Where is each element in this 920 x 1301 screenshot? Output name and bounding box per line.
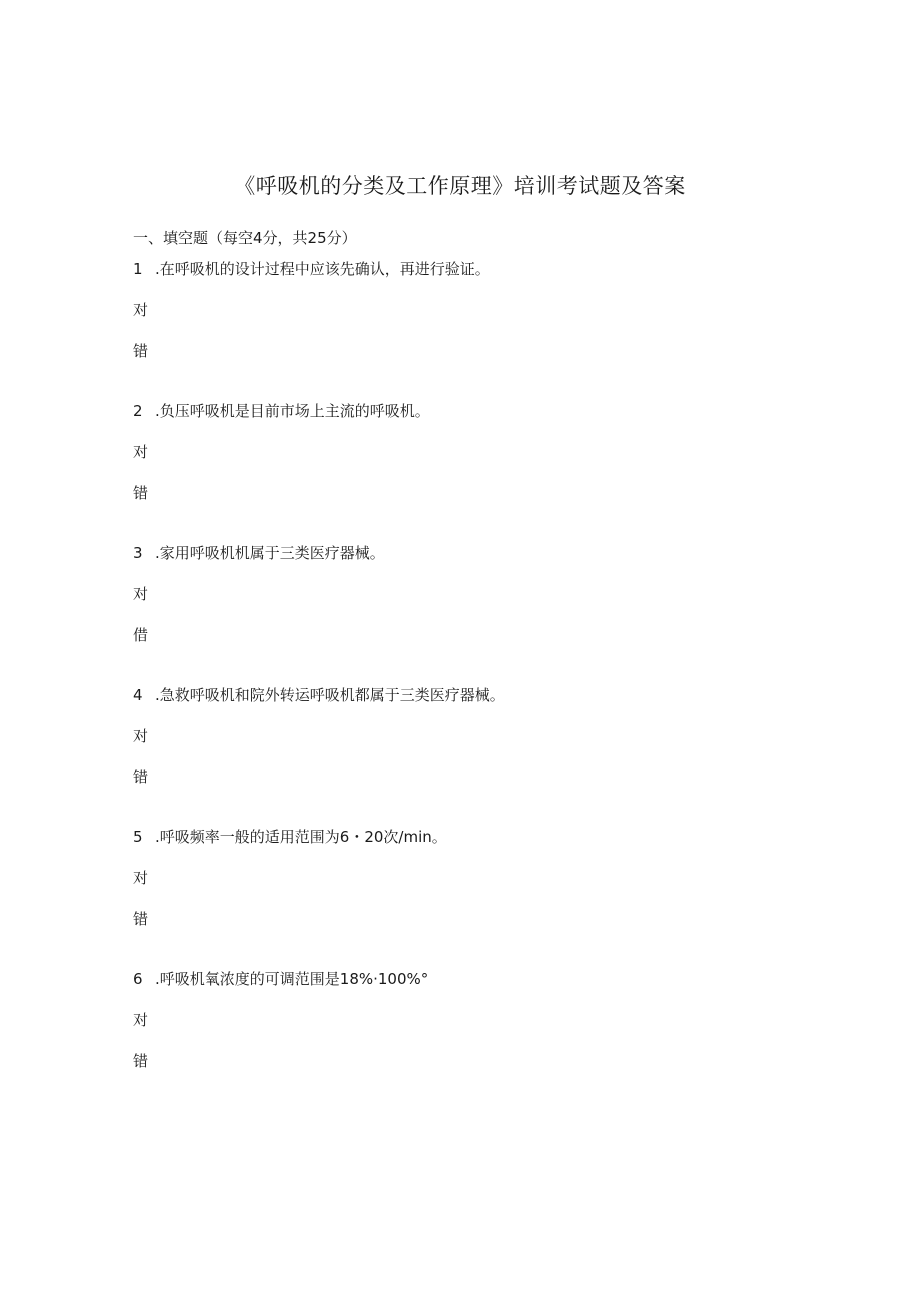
- question-stem: [133, 684, 833, 706]
- option-true: 对: [133, 1011, 149, 1029]
- question-number: 3: [133, 544, 143, 562]
- question-item: [133, 542, 833, 646]
- option-false: 借: [133, 626, 149, 644]
- question-stem: [133, 826, 833, 848]
- question-text: .呼吸机氧浓度的可调范围是18%·100%°: [155, 970, 429, 988]
- question-stem: [133, 400, 833, 422]
- question-text: .急救呼吸机和院外转运呼吸机都属于三类医疗器械。: [155, 686, 505, 704]
- question-number: 1: [133, 260, 143, 278]
- option-true: 对: [133, 443, 149, 461]
- document-title: 《呼吸机的分类及工作原理》培训考试题及答案: [234, 174, 686, 198]
- question-number: 2: [133, 402, 143, 420]
- question-item: [133, 968, 833, 1072]
- question-text: .呼吸频率一般的适用范围为6・20次/min。: [155, 828, 447, 846]
- question-number: 5: [133, 828, 143, 846]
- question-stem: [133, 968, 833, 990]
- question-number: 6: [133, 970, 143, 988]
- question-text: .家用呼吸机机属于三类医疗器械。: [155, 544, 385, 562]
- question-stem: [133, 258, 833, 280]
- option-false: 错: [133, 768, 149, 786]
- question-text: .负压呼吸机是目前市场上主流的呼吸机。: [155, 402, 430, 420]
- question-item: [133, 684, 833, 788]
- question-item: [133, 400, 833, 504]
- option-false: 错: [133, 910, 149, 928]
- section-heading: 一、填空题（每空4分，共25分）: [133, 229, 357, 247]
- option-true: 对: [133, 301, 149, 319]
- question-item: [133, 258, 833, 362]
- question-number: 4: [133, 686, 143, 704]
- option-false: 错: [133, 484, 149, 502]
- option-false: 错: [133, 342, 149, 360]
- option-false: 错: [133, 1052, 149, 1070]
- option-true: 对: [133, 869, 149, 887]
- question-text: .在呼吸机的设计过程中应该先确认，再进行验证。: [155, 260, 490, 278]
- question-item: [133, 826, 833, 930]
- question-stem: [133, 542, 833, 564]
- option-true: 对: [133, 585, 149, 603]
- option-true: 对: [133, 727, 149, 745]
